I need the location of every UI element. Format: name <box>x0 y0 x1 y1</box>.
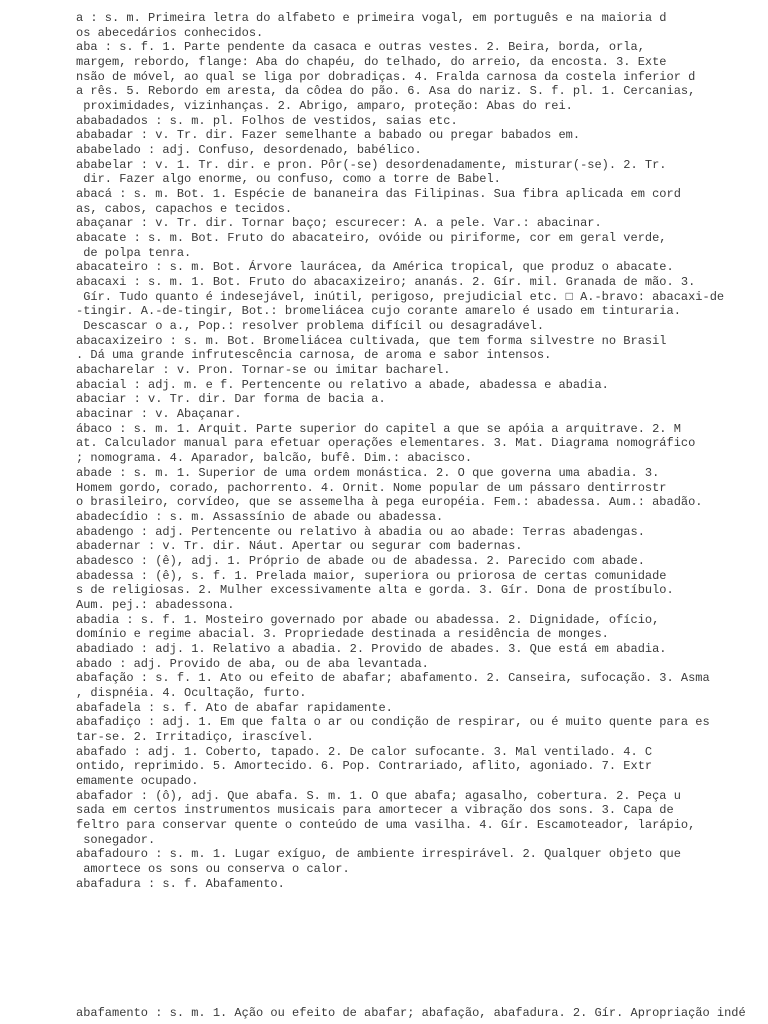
dictionary-line: abafadouro : s. m. 1. Lugar exíguo, de ambiente irrespirável. 2. Qualquer objeto que <box>76 847 681 862</box>
dictionary-line: abaçanar : v. Tr. dir. Tornar baço; escurecer: A. a pele. Var.: abacinar. <box>76 216 602 231</box>
dictionary-line: abadiado : adj. 1. Relativo a abadia. 2. Provido de abades. 3. Que está em abadia. <box>76 641 667 656</box>
dictionary-line: margem, rebordo, flange: Aba do chapéu, do telhado, do arreio, da encosta. 3. Exte <box>76 55 667 70</box>
dictionary-line: abafado : adj. 1. Coberto, tapado. 2. De calor sufocante. 3. Mal ventilado. 4. C <box>76 744 653 759</box>
dictionary-line: de polpa tenra. <box>76 245 192 260</box>
dictionary-line: abacial : adj. m. e f. Pertencente ou relativo a abade, abadessa e abadia. <box>76 377 609 392</box>
dictionary-line: at. Calculador manual para efetuar operações elementares. 3. Mat. Diagrama nomográfico <box>76 436 696 451</box>
dictionary-line: dir. Fazer algo enorme, ou confuso, como a torre de Babel. <box>76 172 501 187</box>
dictionary-line: abafação : s. f. 1. Ato ou efeito de abafar; abafamento. 2. Canseira, sufocação. 3. Asma <box>76 671 710 686</box>
dictionary-line: , dispnéia. 4. Ocultação, furto. <box>76 685 307 700</box>
dictionary-line: aba : s. f. 1. Parte pendente da casaca e outras vestes. 2. Beira, borda, orla, <box>76 40 645 55</box>
dictionary-line: a rês. 5. Rebordo em aresta, da côdea do pão. 6. Asa do nariz. S. f. pl. 1. Cercanias, <box>76 84 696 99</box>
dictionary-line: a : s. m. Primeira letra do alfabeto e primeira vogal, em português e na maioria d <box>76 11 667 25</box>
dictionary-line: feltro para conservar quente o conteúdo de uma vasilha. 4. Gír. Escamoteador, larápio, <box>76 817 696 832</box>
dictionary-line: abafador : (ô), adj. Que abafa. S. m. 1. O que abafa; agasalho, cobertura. 2. Peça u <box>76 788 681 803</box>
dictionary-line: abadernar : v. Tr. dir. Náut. Apertar ou segurar com badernas. <box>76 539 523 554</box>
dictionary-line: abacá : s. m. Bot. 1. Espécie de bananeira das Filipinas. Sua fibra aplicada em cord <box>76 187 681 202</box>
dictionary-line: as, cabos, capachos e tecidos. <box>76 201 293 216</box>
dictionary-line: abaciar : v. Tr. dir. Dar forma de bacia a. <box>76 392 386 407</box>
dictionary-line: -tingir. A.-de-tingir, Bot.: bromeliácea cujo corante amarelo é usado em tinturaria. <box>76 304 681 319</box>
dictionary-line: ontido, reprimido. 5. Amortecido. 6. Pop. Contrariado, aflito, agoniado. 7. Extr <box>76 759 653 774</box>
dictionary-line: abacate : s. m. Bot. Fruto do abacateiro, ovóide ou piriforme, cor em geral verde, <box>76 231 667 246</box>
dictionary-line: sada em certos instrumentos musicais para amortecer a vibração dos sons. 3. Capa de <box>76 803 674 818</box>
dictionary-line: abadecídio : s. m. Assassínio de abade ou abadessa. <box>76 509 444 524</box>
dictionary-line: emamente ocupado. <box>76 773 199 788</box>
dictionary-line: ababelado : adj. Confuso, desordenado, babélico. <box>76 143 422 158</box>
dictionary-line: abado : adj. Provido de aba, ou de aba levantada. <box>76 656 429 671</box>
dictionary-line: abade : s. m. 1. Superior de uma ordem monástica. 2. O que governa uma abadia. 3. <box>76 465 660 480</box>
dictionary-line: abadia : s. f. 1. Mosteiro governado por abade ou abadessa. 2. Dignidade, ofício, <box>76 612 660 627</box>
dictionary-line: sonegador. <box>76 832 156 847</box>
dictionary-line: Gír. Tudo quanto é indesejável, inútil, perigoso, prejudicial etc. □ A.-bravo: abacaxi-de <box>76 289 725 304</box>
dictionary-line: nsão de móvel, ao qual se liga por dobradiças. 4. Fralda carnosa da costela inferior d <box>76 69 696 84</box>
dictionary-footer-line: abafamento : s. m. 1. Ação ou efeito de abafar; abafação, abafadura. 2. Gír. Apropriação indé <box>76 1006 746 1020</box>
dictionary-line: ábaco : s. m. 1. Arquit. Parte superior do capitel a que se apóia a arquitrave. 2. M <box>76 421 681 436</box>
dictionary-line: abacinar : v. Abaçanar. <box>76 407 242 422</box>
dictionary-line: abacaxi : s. m. 1. Bot. Fruto do abacaxizeiro; ananás. 2. Gír. mil. Granada de mão. 3. <box>76 275 696 290</box>
dictionary-line: os abecedários conhecidos. <box>76 25 264 40</box>
dictionary-line: ababadados : s. m. pl. Folhos de vestidos, saias etc. <box>76 113 458 128</box>
dictionary-line: abacharelar : v. Pron. Tornar-se ou imitar bacharel. <box>76 363 451 378</box>
dictionary-line: amortece os sons ou conserva o calor. <box>76 861 350 876</box>
dictionary-line: o brasileiro, corvídeo, que se assemelha à pega européia. Fem.: abadessa. Aum.: abadão. <box>76 495 703 510</box>
dictionary-line: s de religiosas. 2. Mulher excessivamente alta e gorda. 3. Gír. Dona de prostíbulo. <box>76 583 674 598</box>
dictionary-line: abafadura : s. f. Abafamento. <box>76 876 285 891</box>
dictionary-line: . Dá uma grande infrutescência carnosa, de aroma e sabor intensos. <box>76 348 552 363</box>
dictionary-line: abafadela : s. f. Ato de abafar rapidamente. <box>76 700 393 715</box>
dictionary-line: ; nomograma. 4. Aparador, balcão, bufê. Dim.: abacisco. <box>76 451 473 466</box>
dictionary-line: abafadiço : adj. 1. Em que falta o ar ou condição de respirar, ou é muito quente para es <box>76 715 710 730</box>
dictionary-line: Aum. pej.: abadessona. <box>76 597 235 612</box>
dictionary-text-block <box>76 11 768 891</box>
dictionary-line: ababadar : v. Tr. dir. Fazer semelhante a babado ou pregar babados em. <box>76 128 581 143</box>
dictionary-line: abadessa : (ê), s. f. 1. Prelada maior, superiora ou priorosa de certas comunidade <box>76 568 667 583</box>
dictionary-line: ababelar : v. 1. Tr. dir. e pron. Pôr(-se) desordenadamente, misturar(-se). 2. Tr. <box>76 157 667 172</box>
dictionary-line: proximidades, vizinhanças. 2. Abrigo, amparo, proteção: Abas do rei. <box>76 99 573 114</box>
dictionary-line: abadesco : (ê), adj. 1. Próprio de abade ou de abadessa. 2. Parecido com abade. <box>76 553 645 568</box>
dictionary-line: abacateiro : s. m. Bot. Árvore laurácea, da América tropical, que produz o abacate. <box>76 260 674 275</box>
dictionary-line: Homem gordo, corado, pachorrento. 4. Ornit. Nome popular de um pássaro dentirrostr <box>76 480 667 495</box>
dictionary-line: abacaxizeiro : s. m. Bot. Bromeliácea cultivada, que tem forma silvestre no Brasil <box>76 333 667 348</box>
dictionary-line: domínio e regime abacial. 3. Propriedade destinada a residência de monges. <box>76 627 609 642</box>
dictionary-line: Descascar o a., Pop.: resolver problema difícil ou desagradável. <box>76 319 545 334</box>
dictionary-line: tar-se. 2. Irritadiço, irascível. <box>76 729 314 744</box>
dictionary-line: abadengo : adj. Pertencente ou relativo à abadia ou ao abade: Terras abadengas. <box>76 524 645 539</box>
